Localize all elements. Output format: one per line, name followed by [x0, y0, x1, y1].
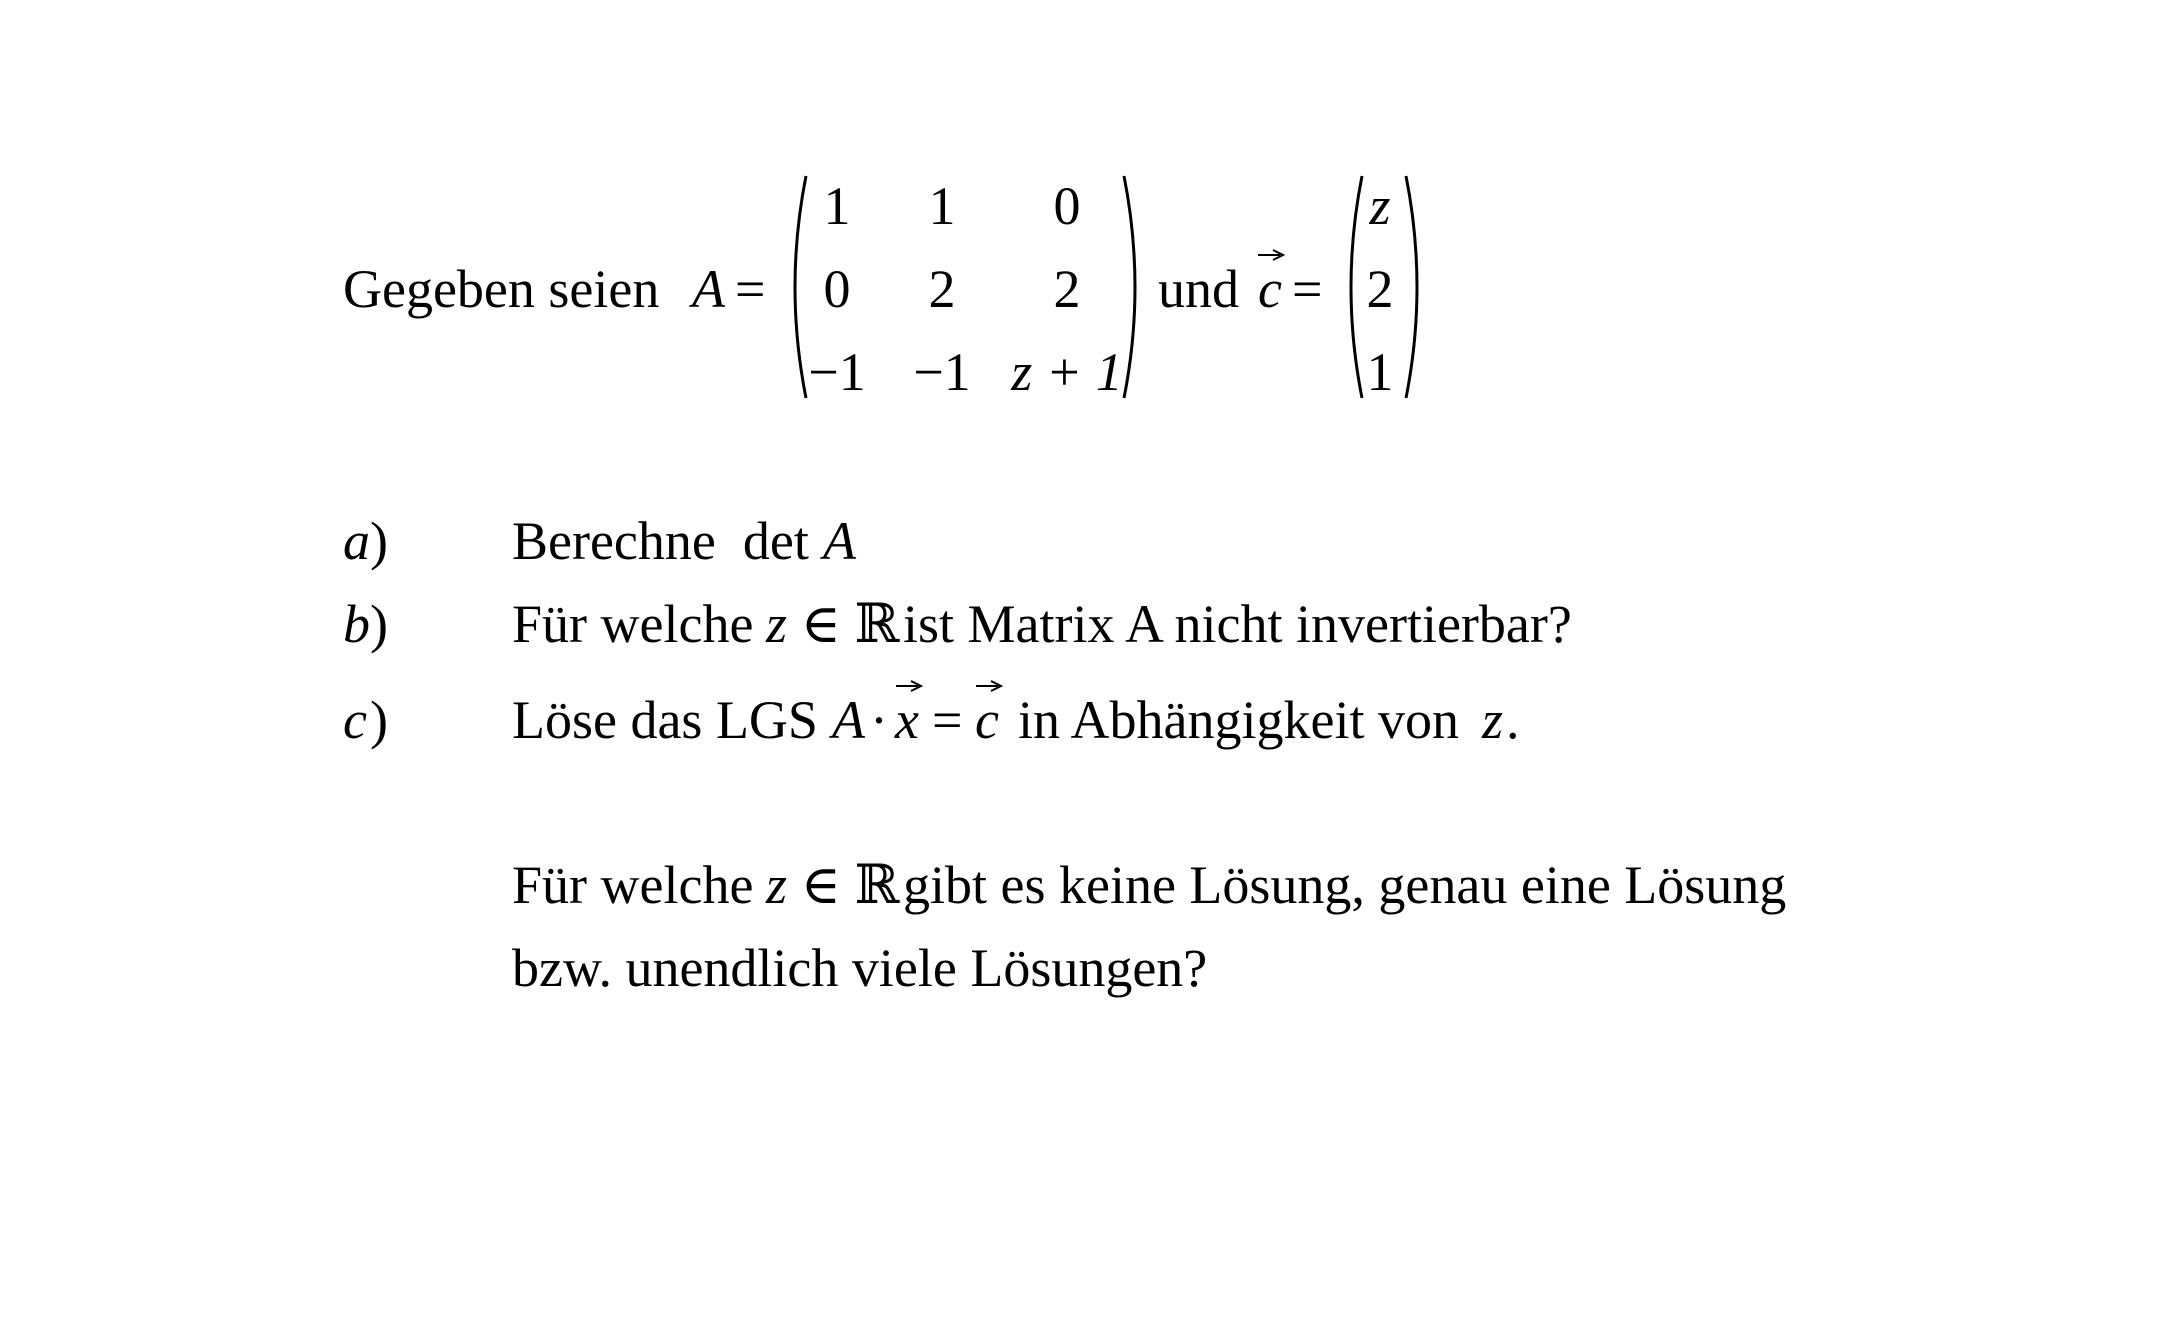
task-c-var: z [1482, 690, 1504, 750]
and-word: und [1158, 259, 1239, 319]
matrix-cell-r3c3: z + 1 [1011, 342, 1123, 402]
question-var: z [766, 855, 788, 915]
task-a-marker: a [343, 511, 370, 571]
task-c-matrix: A [832, 690, 865, 750]
task-a-paren: ) [370, 511, 388, 571]
task-b-text1: Für welche [512, 594, 754, 654]
equals-sign: = [735, 259, 766, 319]
task-b-var: z [766, 594, 788, 654]
task-c-x: x [895, 690, 919, 750]
task-c-c: c [975, 690, 999, 750]
vector-cell-3: 1 [1366, 342, 1394, 402]
matrix-name: A [692, 259, 725, 319]
question-line1-part1: Für welche [512, 855, 754, 915]
task-c-paren: ) [370, 690, 388, 750]
vector-equals-sign: = [1292, 259, 1323, 319]
task-c-period: . [1506, 690, 1520, 750]
task-b-elem: ∈ ℝ [801, 594, 900, 654]
vector-cell-2: 2 [1366, 259, 1394, 319]
matrix-cell-r1c3: 0 [1053, 176, 1081, 236]
vector-cell-1: z [1369, 176, 1391, 236]
task-c-text2: in Abhängigkeit von [1018, 690, 1459, 750]
task-c-text1: Löse das LGS [512, 690, 818, 750]
matrix-cell-r2c1: 0 [823, 259, 851, 319]
vector-name: c [1258, 259, 1282, 319]
task-a-text: Berechne det [512, 511, 809, 571]
task-c-marker: c [343, 690, 367, 750]
question-line1-part2: gibt es keine Lösung, genau eine Lösung [903, 855, 1787, 915]
task-c-eq: = [932, 690, 963, 750]
matrix-cell-r2c3: 2 [1053, 259, 1081, 319]
task-b-text2: ist Matrix A nicht invertierbar? [903, 594, 1572, 654]
task-b-marker: b [343, 594, 370, 654]
task-a-symbol: A [823, 511, 856, 571]
task-c-dot: · [870, 690, 888, 750]
intro-label: Gegeben seien [343, 259, 660, 319]
matrix-cell-r3c1: −1 [808, 342, 866, 402]
matrix-cell-r2c2: 2 [928, 259, 956, 319]
question-line2: bzw. unendlich viele Lösungen? [512, 938, 1208, 998]
matrix-cell-r1c2: 1 [928, 176, 956, 236]
question-elem: ∈ ℝ [801, 855, 900, 915]
matrix-cell-r3c2: −1 [913, 342, 971, 402]
task-b-paren: ) [370, 594, 388, 654]
matrix-cell-r1c1: 1 [823, 176, 851, 236]
